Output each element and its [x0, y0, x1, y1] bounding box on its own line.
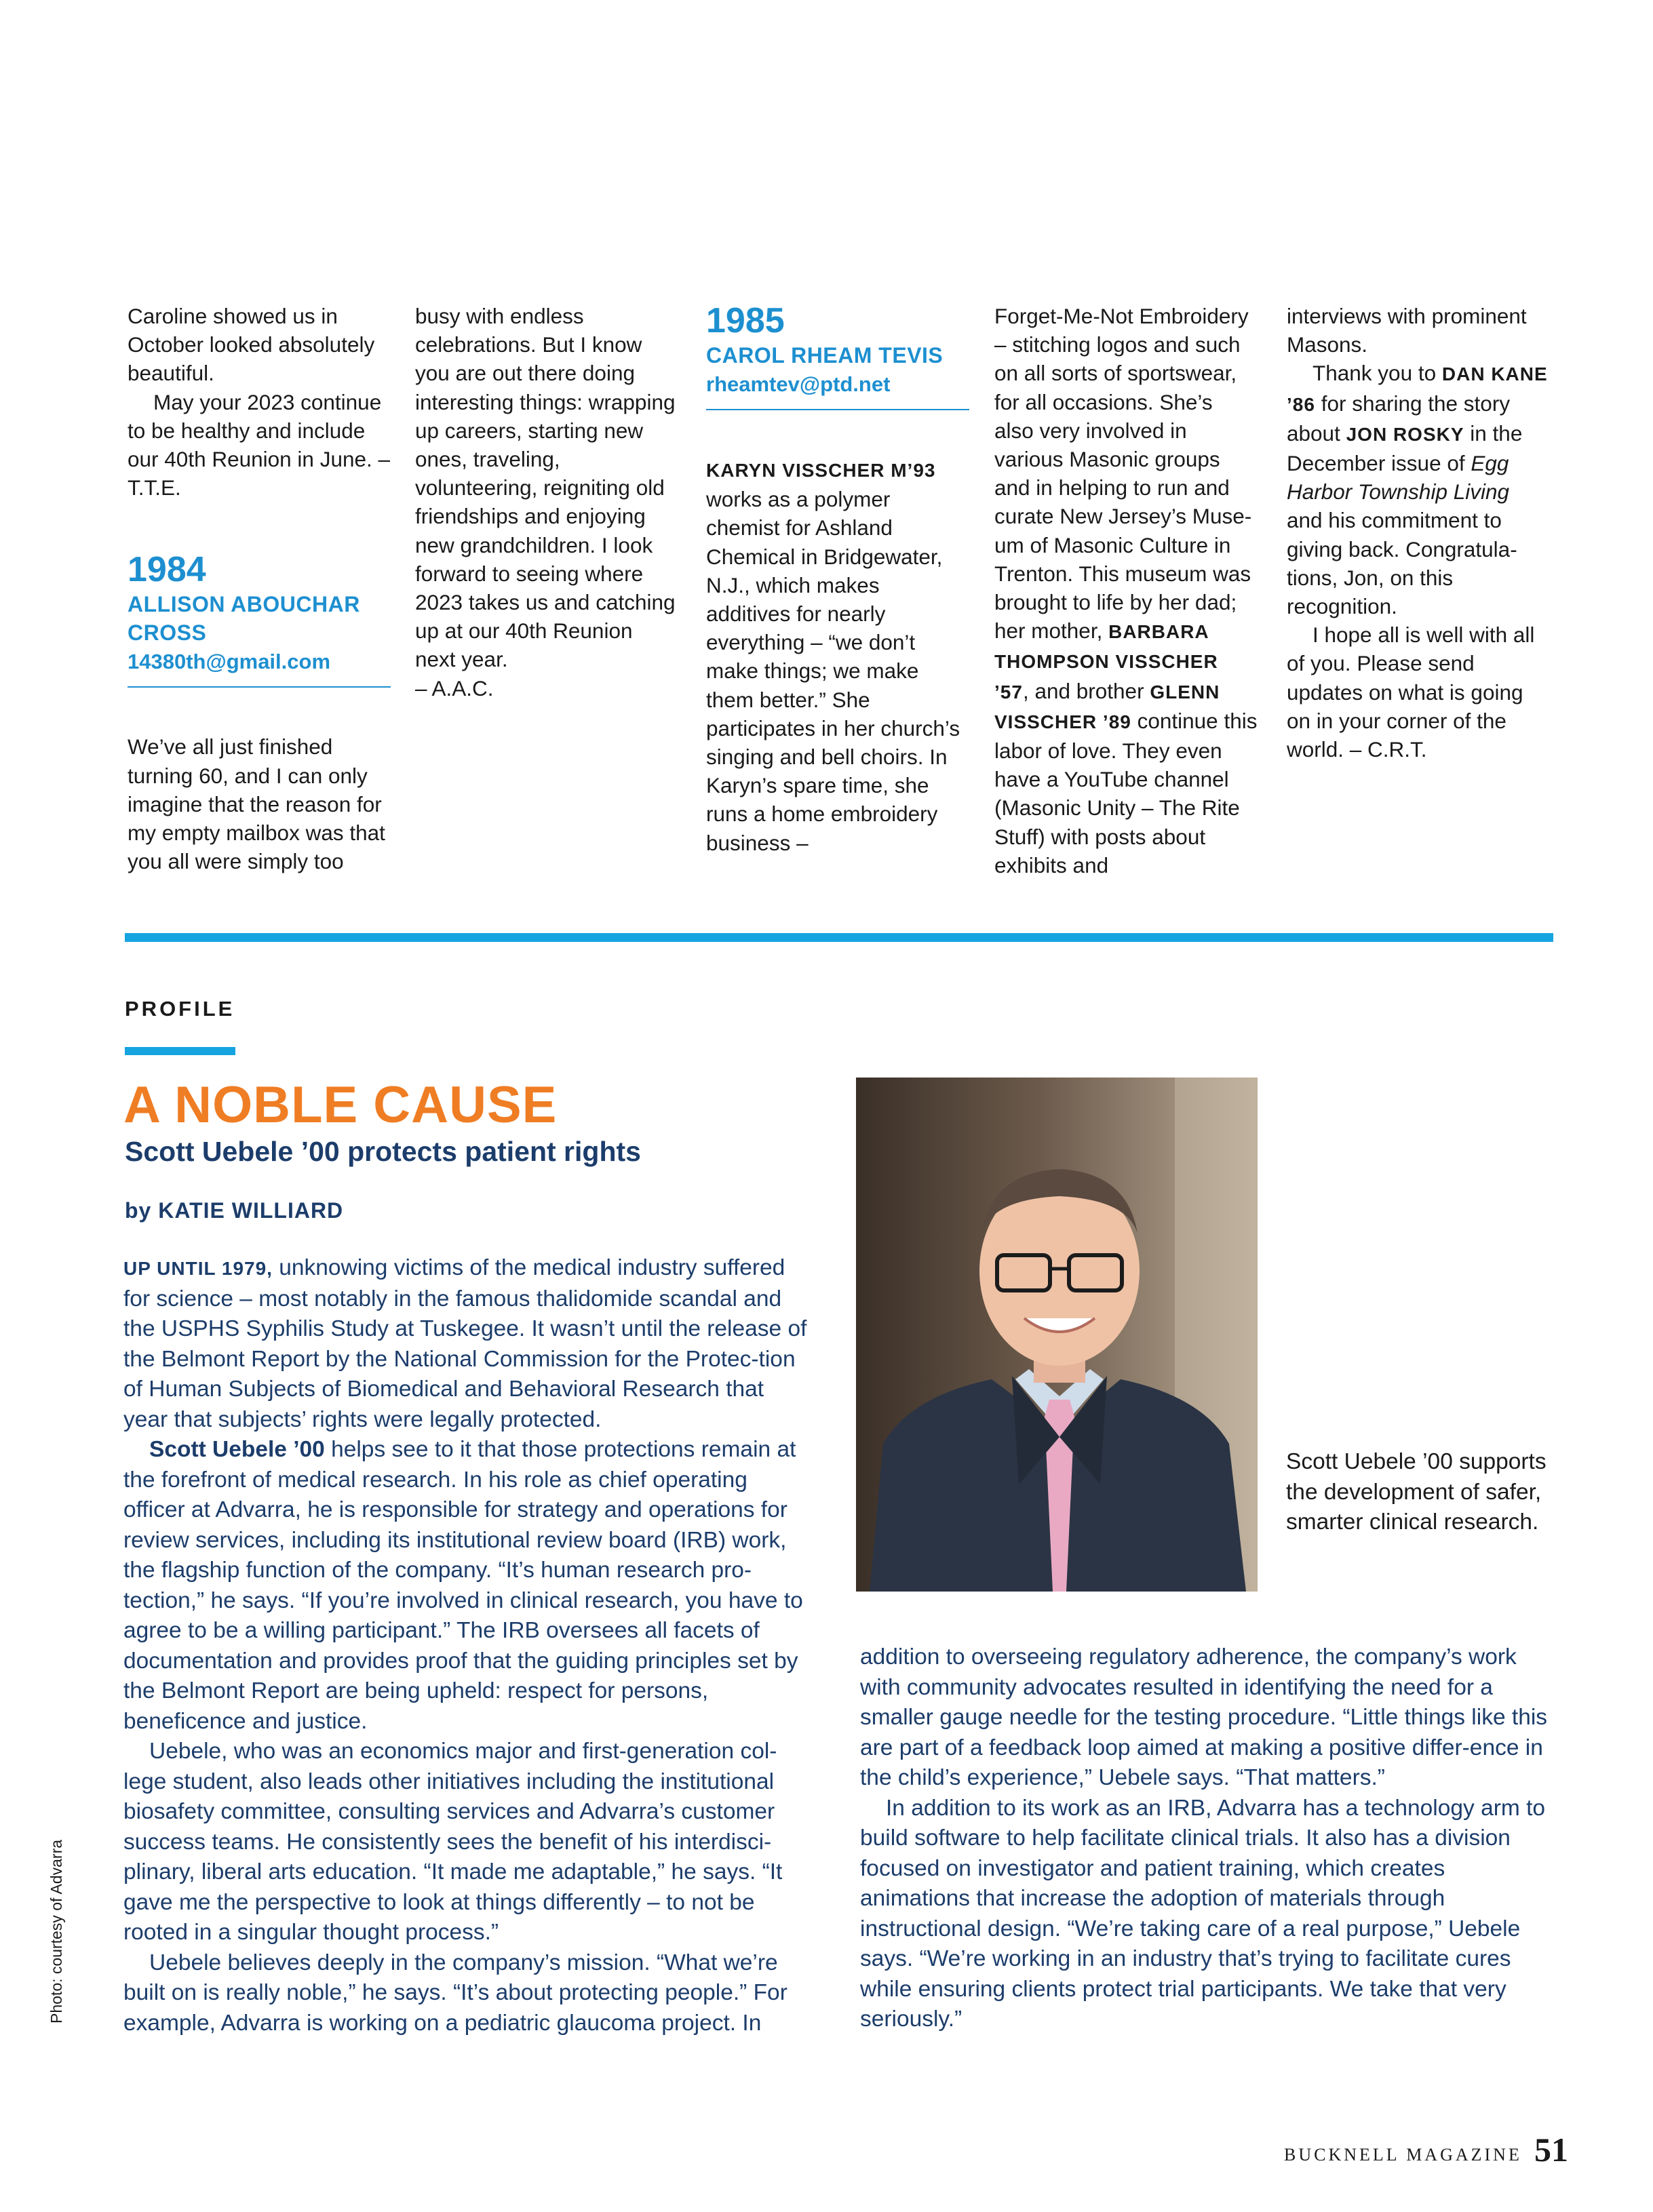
note-paragraph: Caroline showed us in October looked absolutely beautiful. [128, 304, 375, 386]
article-paragraph: UP UNTIL 1979, unknowing victims of the medical industry suffered for science – most notably in the famous thalidomide scandal and the USPHS Syphilis Study at Tuskegee. It wasn’t until the release of the Belmont Report by the National Commission for the Protec-tion of Human Subjects of Biomedical and Behavioral Research that year that subjects’ rights were legally protected. [123, 1255, 807, 1432]
class-notes-column-3 [706, 302, 969, 857]
alumni-name: DAN KANE ’86 [1287, 363, 1548, 415]
note-paragraph: Thank you to DAN KANE ’86 for sharing the story about JON ROSKY in the December issue of Egg Harbor Township Living and his commitment to giving back. Congratula-tions, Jon, on this recognition. [1287, 361, 1548, 619]
article-paragraph: addition to overseeing regulatory adherence, the company’s work with community advocates resulted in identifying the need for a smaller gauge needle for the testing procedure. “Little things like this are part of a feedback loop aimed at making a positive differ-ence in the child’s experience,” Uebele says. “That matters.” [860, 1644, 1548, 1790]
note-paragraph: We’ve all just finished turning 60, and I can only imagine that the reason for my empty mailbox was that you all were simply too [128, 734, 385, 874]
article-lead-in: UP UNTIL 1979, [123, 1258, 273, 1279]
photo-credit: Photo: courtesy of Advarra [47, 1839, 65, 2023]
class-secretary-name: ALLISON ABOUCHAR CROSS [128, 592, 360, 646]
section-label: PROFILE [125, 997, 235, 1021]
alumni-name: JON ROSKY [1346, 423, 1464, 445]
class-secretary-email[interactable]: 14380th@gmail.com [128, 650, 331, 674]
note-paragraph: busy with endless celebrations. But I know you are out there doing interesting things: wrapping up careers, starting new ones, traveling, volunteering, reigniting old friendships and enjoying new grandchildren. I look forward to seeing where 2023 takes us and catching up at our 40th Reunion next year. [415, 304, 676, 672]
article-paragraph: Uebele believes deeply in the company’s mission. “What we’re built on is really noble,” he says. “It’s about protecting people.” For example, Advarra is working on a pediatric glaucoma project. In [123, 1950, 787, 2036]
publication-title: Egg Harbor Township Living [1287, 451, 1510, 505]
portrait-photo [856, 1078, 1258, 1592]
magazine-name: BUCKNELL MAGAZINE [1284, 2145, 1522, 2165]
article-paragraph: In addition to its work as an IRB, Advarra has a technology arm to build software to help facilitate clinical trials. It also has a division focused on investigator and patient training, which creates animations that increase the adoption of materials through instructional design. “We’re taking care of a real purpose,” Uebele says. “We’re working in an industry that’s trying to facilitate cures while ensuring clients protect trial participants. We take that very seriously.” [860, 1795, 1546, 2032]
class-notes-column-2 [415, 302, 678, 703]
photo-caption: Scott Uebele ’00 supports the development of safer, smarter clinical research. [1286, 1449, 1547, 1535]
note-paragraph: May your 2023 continue to be healthy and include our 40th Reunion in June. – T.T.E. [128, 389, 391, 500]
column-rule [128, 686, 391, 688]
class-notes-column-4 [994, 302, 1258, 880]
article-body-left [123, 1253, 809, 2038]
section-divider [125, 933, 1553, 942]
note-paragraph: I hope all is well with all of you. Please send updates on what is going on in your corner of the world. – C.R.T. [1287, 623, 1535, 762]
class-year-heading: 1985 [706, 301, 785, 340]
note-paragraph: interviews with prominent Masons. [1287, 304, 1527, 357]
page-number: 51 [1534, 2131, 1568, 2169]
author-name: KATIE WILLIARD [158, 1198, 344, 1223]
profile-subject-name: Scott Uebele ’00 [149, 1437, 325, 1462]
alumni-name: KARYN VISSCHER M’93 [706, 460, 936, 481]
class-notes-column-1 [128, 302, 391, 875]
class-secretary-name: CAROL RHEAM TEVIS [706, 343, 944, 368]
article-headline: A NOBLE CAUSE [123, 1076, 558, 1134]
class-notes-column-5 [1287, 302, 1550, 764]
article-paragraph: Scott Uebele ’00 helps see to it that those protections remain at the forefront of medical research. In his role as chief operating officer at Advarra, he is responsible for strategy and operations for review services, including its institutional review board (IRB) work, the flagship function of the company. “It’s human research pro-tection,” he says. “If you’re involved in clinical research, you have to agree to be a willing participant.” The IRB oversees all facets of documentation and provides proof that the guiding principles set by the Belmont Report are being upheld: respect for persons, beneficence and justice. [123, 1437, 803, 1734]
class-year-heading: 1984 [128, 550, 206, 590]
article-paragraph: Uebele, who was an economics major and first-generation col-lege student, also leads other initiatives including the institutional biosafety committee, consulting services and Advarra’s customer success teams. He consistently sees the benefit of his interdisci-plinary, liberal arts education. “It made me adaptable,” he says. “It gave me the perspective to look at things differently – to not be rooted in a singular thought process.” [123, 1739, 783, 1945]
alumni-name: BARBARA THOMPSON VISSCHER ’57 [994, 621, 1218, 703]
column-rule [706, 409, 969, 410]
article-body-right [860, 1642, 1559, 2035]
note-signature: – A.A.C. [415, 675, 494, 700]
note-paragraph: Forget-Me-Not Embroidery – stitching logos and such on all sorts of sportswear, for all occasions. She’s also very involved in various Masonic groups and in helping to run and curate New Jersey’s Muse-um of Masonic Culture in Trenton. This museum was brought to life by her dad; her mother, BARBARA THOMPSON VISSCHER ’57, and brother GLENN VISSCHER ’89 continue this labor of love. They even have a YouTube channel (Masonic Unity – The Rite Stuff) with posts about exhibits and [994, 304, 1258, 877]
section-label-bar [125, 1047, 235, 1055]
alumni-name: GLENN VISSCHER ’89 [994, 681, 1220, 732]
class-secretary-email[interactable]: rheamtev@ptd.net [706, 372, 891, 396]
article-subhead: Scott Uebele ’00 protects patient rights [125, 1136, 641, 1167]
article-byline: by KATIE WILLIARD [125, 1198, 344, 1223]
note-paragraph: works as a polymer chemist for Ashland Chemical in Bridgewater, N.J., which makes additives for nearly everything – “we don’t make things; we make them better.” She participates in her church’s singing and bell choirs. In Karyn’s spare time, she runs a home embroidery business – [706, 487, 960, 855]
